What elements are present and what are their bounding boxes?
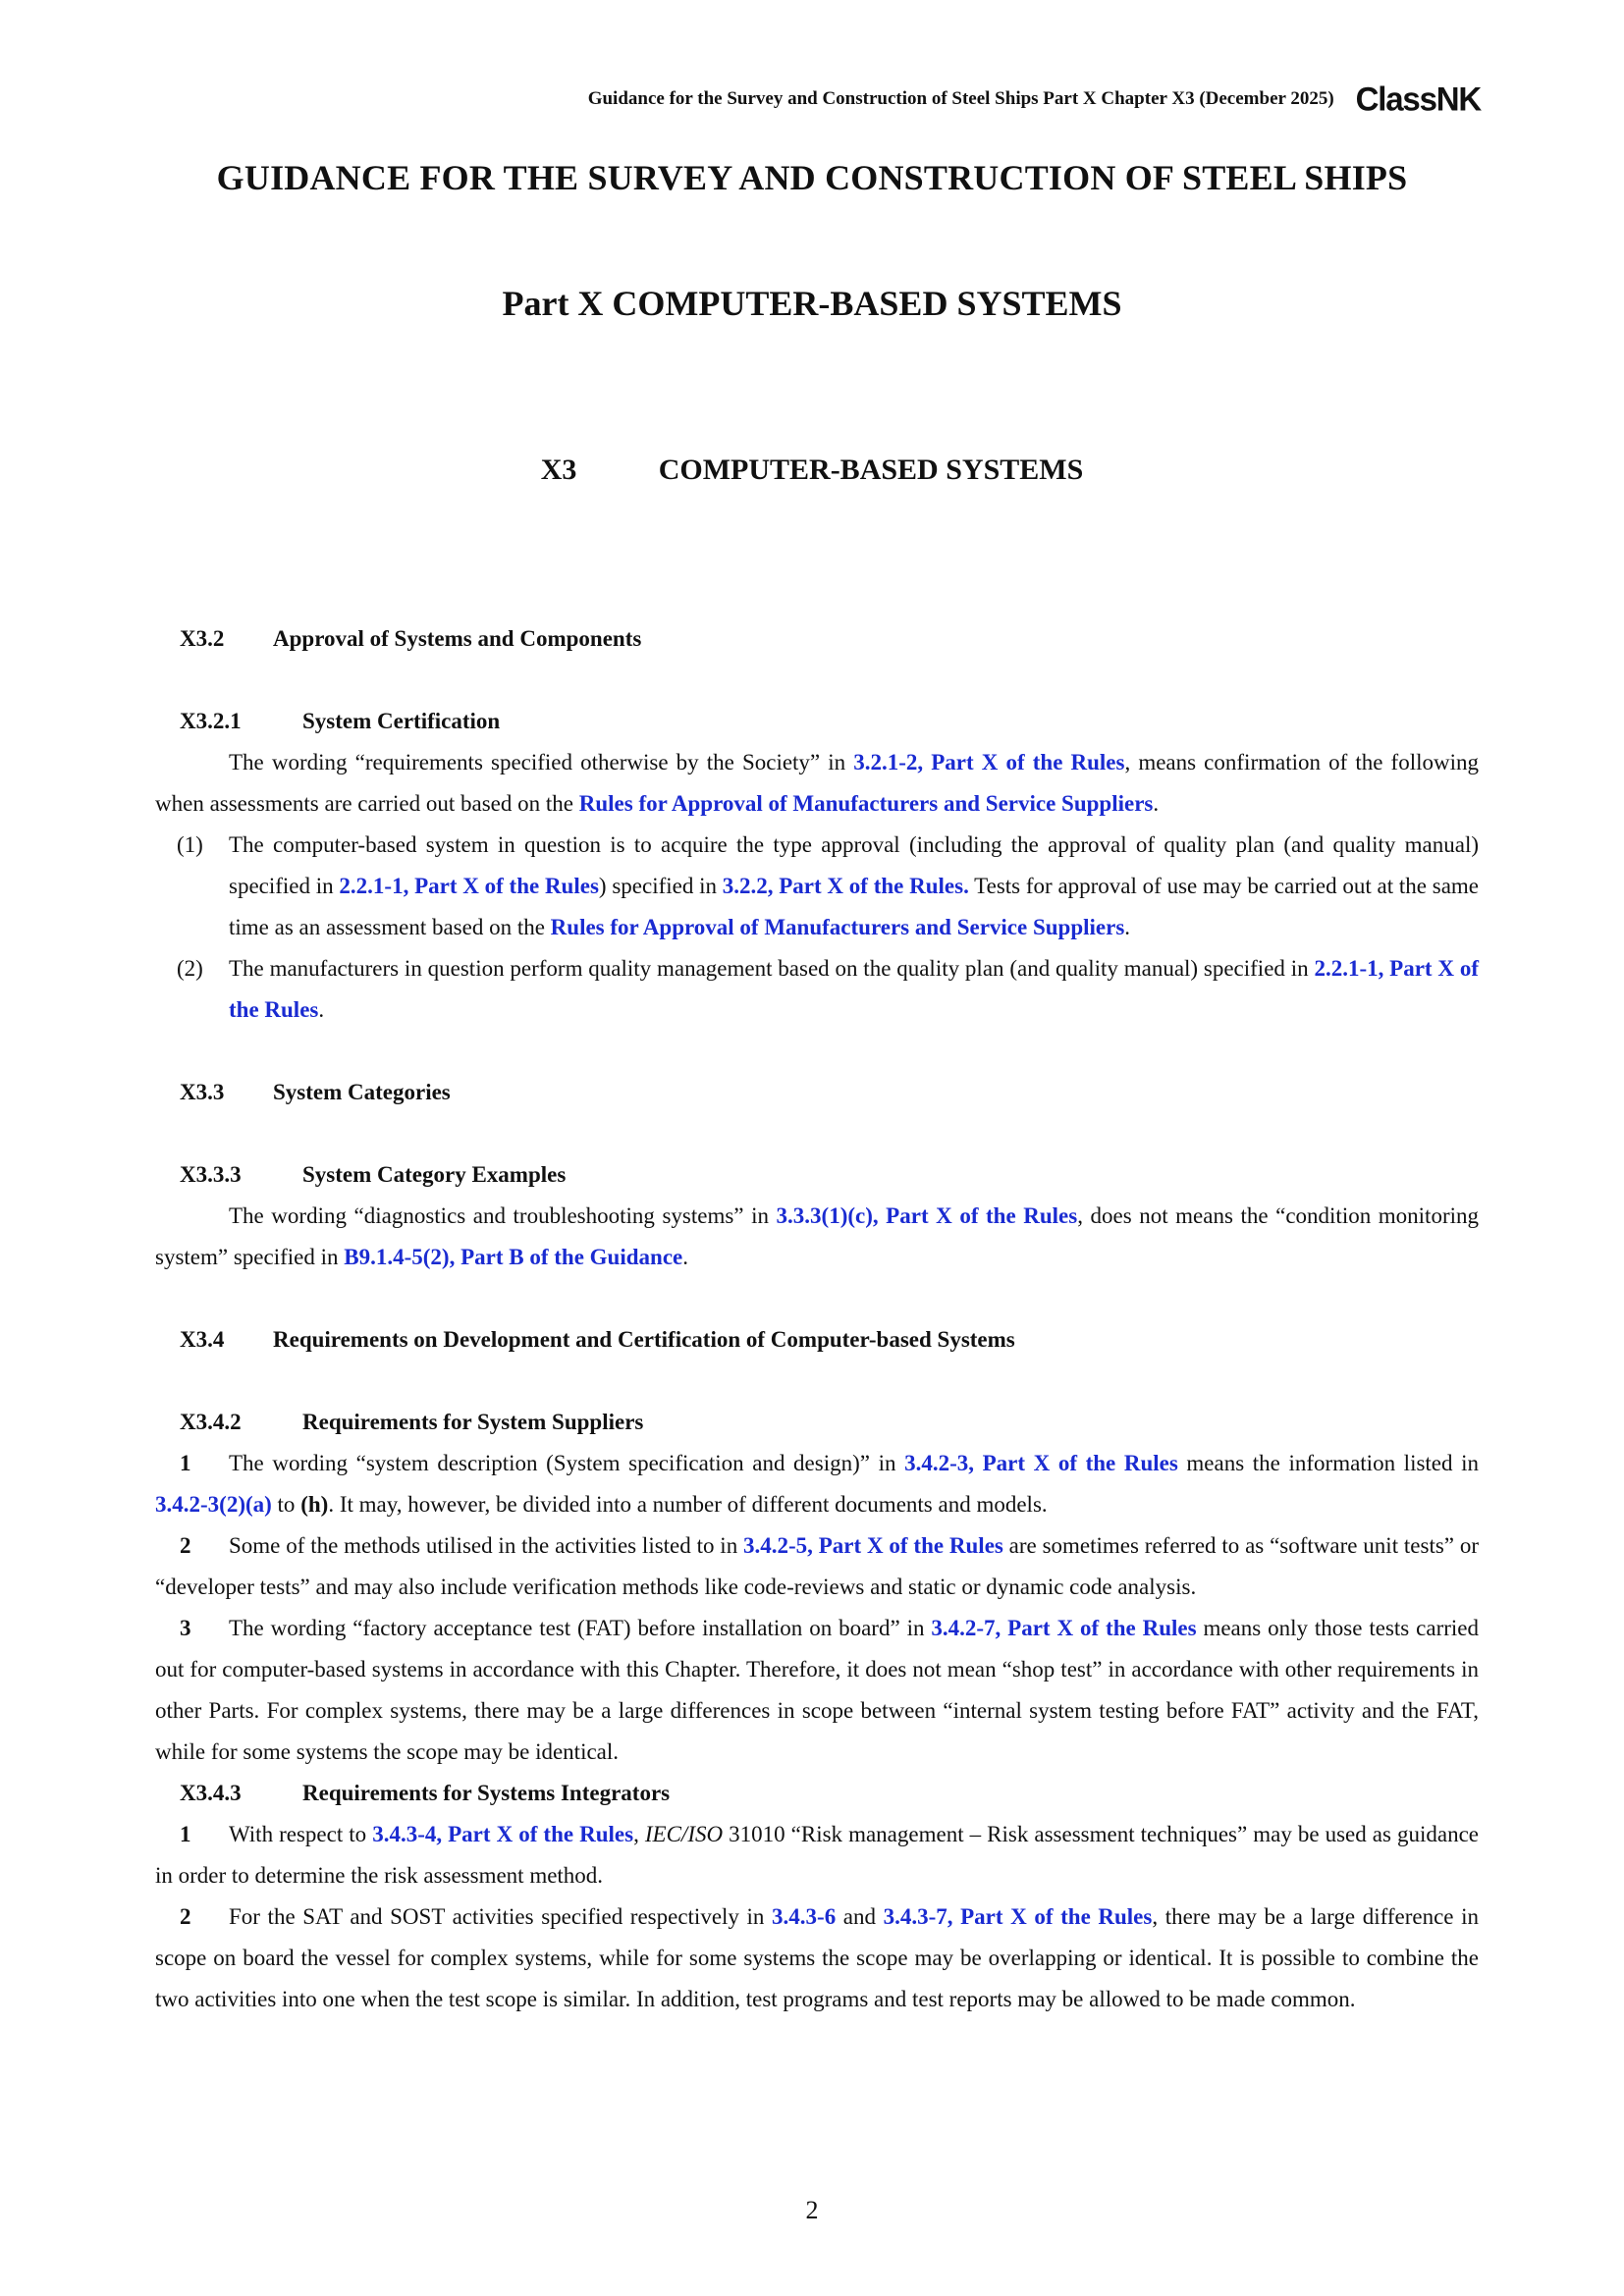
section-number: X3.4 <box>180 1327 225 1352</box>
subsection-title: Requirements for System Suppliers <box>302 1410 644 1434</box>
rule-reference-link[interactable]: 3.4.3-4, Part X of the Rules <box>372 1822 634 1846</box>
chapter-heading <box>0 454 1624 487</box>
subsection-number: X3.4.2 <box>180 1410 242 1434</box>
paragraph-number: 1 <box>180 1451 191 1475</box>
running-title: Guidance for the Survey and Construction of Steel Ships Part X Chapter X3 (December 2025) <box>587 88 1334 109</box>
subsection-number: X3.3.3 <box>180 1162 242 1187</box>
chapter-title: COMPUTER-BASED SYSTEMS <box>658 454 1084 486</box>
subsection-heading-x3-4-2 <box>155 1402 1479 1443</box>
rule-reference-link[interactable]: 3.4.2-3(2)(a) <box>155 1492 272 1517</box>
section-number: X3.3 <box>180 1080 225 1104</box>
subsection-title: System Certification <box>302 709 501 733</box>
numbered-paragraph: 1 With respect to 3.4.3-4, Part X of the Rules, IEC/ISO 31010 “Risk management – Risk assessment techniques” may be used as guidance in order to determine the risk assessment method. <box>155 1814 1479 1896</box>
rule-reference-link[interactable]: 3.4.2-3, Part X of the Rules <box>904 1451 1178 1475</box>
subsection-title: System Category Examples <box>302 1162 567 1187</box>
subsection-number: X3.4.3 <box>180 1781 242 1805</box>
subsection-title: Requirements for Systems Integrators <box>302 1781 671 1805</box>
rule-reference-link[interactable]: 3.4.2-7, Part X of the Rules <box>931 1616 1197 1640</box>
rule-reference-link[interactable]: 3.3.3(1)(c), Part X of the Rules <box>776 1203 1078 1228</box>
numbered-paragraph: 1 The wording “system description (System specification and design)” in 3.4.2-3, Part X of the Rules means the information listed in 3.4.2-3(2)(a) to (h). It may, however, be divided into a number of different documents and models. <box>155 1443 1479 1525</box>
paragraph: The wording “diagnostics and troubleshooting systems” in 3.3.3(1)(c), Part X of the Rules, does not means the “condition monitoring system” specified in B9.1.4-5(2), Part B of the Guidance. <box>155 1203 1479 1269</box>
document-title: GUIDANCE FOR THE SURVEY AND CONSTRUCTION OF STEEL SHIPS <box>216 158 1408 197</box>
numbered-paragraph: 2 For the SAT and SOST activities specified respectively in 3.4.3-6 and 3.4.3-7, Part X of the Rules, there may be a large difference in scope on board the vessel for complex systems, while for some systems the scope may be overlapping or identical. It is possible to combine the two activities into one when the test scope is similar. In addition, test programs and test reports may be allowed to be made common. <box>155 1896 1479 2020</box>
numbered-paragraph: 2 Some of the methods utilised in the activities listed to in 3.4.2-5, Part X of the Rules are sometimes referred to as “software unit tests” or “developer tests” and may also include verification methods like code-reviews and static or dynamic code analysis. <box>155 1525 1479 1608</box>
list-marker: (1) <box>177 832 203 857</box>
paragraph: The wording “requirements specified otherwise by the Society” in 3.2.1-2, Part X of the Rules, means confirmation of the following when assessments are carried out based on the Rules for Approval of Manufacturers and Service Suppliers. <box>155 750 1479 816</box>
section-heading-x3-4 <box>155 1319 1479 1361</box>
section-title: Requirements on Development and Certification of Computer-based Systems <box>273 1327 1015 1352</box>
rule-reference-link[interactable]: 3.4.3-7, Part X of the Rules <box>883 1904 1153 1929</box>
numbered-paragraph: 3 The wording “factory acceptance test (FAT) before installation on board” in 3.4.2-7, Part X of the Rules means only those tests carried out for computer-based systems in accordance with this Chapter. Therefore, it does not mean “shop test” in accordance with other requirements in other Parts. For complex systems, there may be a large differences in scope between “internal system testing before FAT” activity and the FAT, while for some systems the scope may be identical. <box>155 1608 1479 1773</box>
paragraph-number: 2 <box>180 1904 191 1929</box>
rule-reference-link[interactable]: 3.4.3-6 <box>772 1904 837 1929</box>
list-marker: (2) <box>177 956 203 981</box>
section-number: X3.2 <box>180 626 225 651</box>
running-header <box>588 80 1481 118</box>
list-item: (2) The manufacturers in question perform quality management based on the quality plan (and quality manual) specified in 2.2.1-1, Part X of the Rules. <box>155 948 1479 1031</box>
section-title: Approval of Systems and Components <box>273 626 642 651</box>
page-number: 2 <box>805 2196 819 2224</box>
classnk-logo: ClassNK <box>1355 80 1481 118</box>
list-item: (1) The computer-based system in question is to acquire the type approval (including the approval of quality plan (and quality manual) specified in 2.2.1-1, Part X of the Rules) specified in 3.2.2, Part X of the Rules. Tests for approval of use may be carried out at the same time as an assessment based on the Rules for Approval of Manufacturers and Service Suppliers. <box>155 825 1479 948</box>
rule-reference-link[interactable]: 3.2.1-2, Part X of the Rules <box>853 750 1125 774</box>
paragraph-number: 2 <box>180 1533 191 1558</box>
rule-reference-link[interactable]: 2.2.1-1, Part X of the Rules <box>229 956 1479 1022</box>
chapter-number: X3 <box>540 454 577 486</box>
document-body <box>155 618 1479 2020</box>
rule-reference-link[interactable]: Rules for Approval of Manufacturers and Service Suppliers <box>578 791 1154 816</box>
guidance-reference-link[interactable]: B9.1.4-5(2), Part B of the Guidance <box>344 1245 683 1269</box>
section-heading-x3-2 <box>155 618 1479 660</box>
section-title: System Categories <box>273 1080 451 1104</box>
paragraph-number: 1 <box>180 1822 191 1846</box>
subsection-heading-x3-3-3 <box>155 1154 1479 1196</box>
rule-reference-link[interactable]: 3.2.2, Part X of the Rules. <box>722 874 969 898</box>
rule-reference-link[interactable]: 3.4.2-5, Part X of the Rules <box>743 1533 1003 1558</box>
rule-reference-link[interactable]: 2.2.1-1, Part X of the Rules <box>339 874 599 898</box>
rule-reference-link[interactable]: Rules for Approval of Manufacturers and Service Suppliers <box>550 915 1125 939</box>
part-title: Part X COMPUTER-BASED SYSTEMS <box>502 284 1122 323</box>
subsection-number: X3.2.1 <box>180 709 242 733</box>
section-heading-x3-3 <box>155 1072 1479 1113</box>
paragraph-number: 3 <box>180 1616 191 1640</box>
subsection-heading-x3-2-1 <box>155 701 1479 742</box>
subsection-heading-x3-4-3 <box>155 1773 1479 1814</box>
